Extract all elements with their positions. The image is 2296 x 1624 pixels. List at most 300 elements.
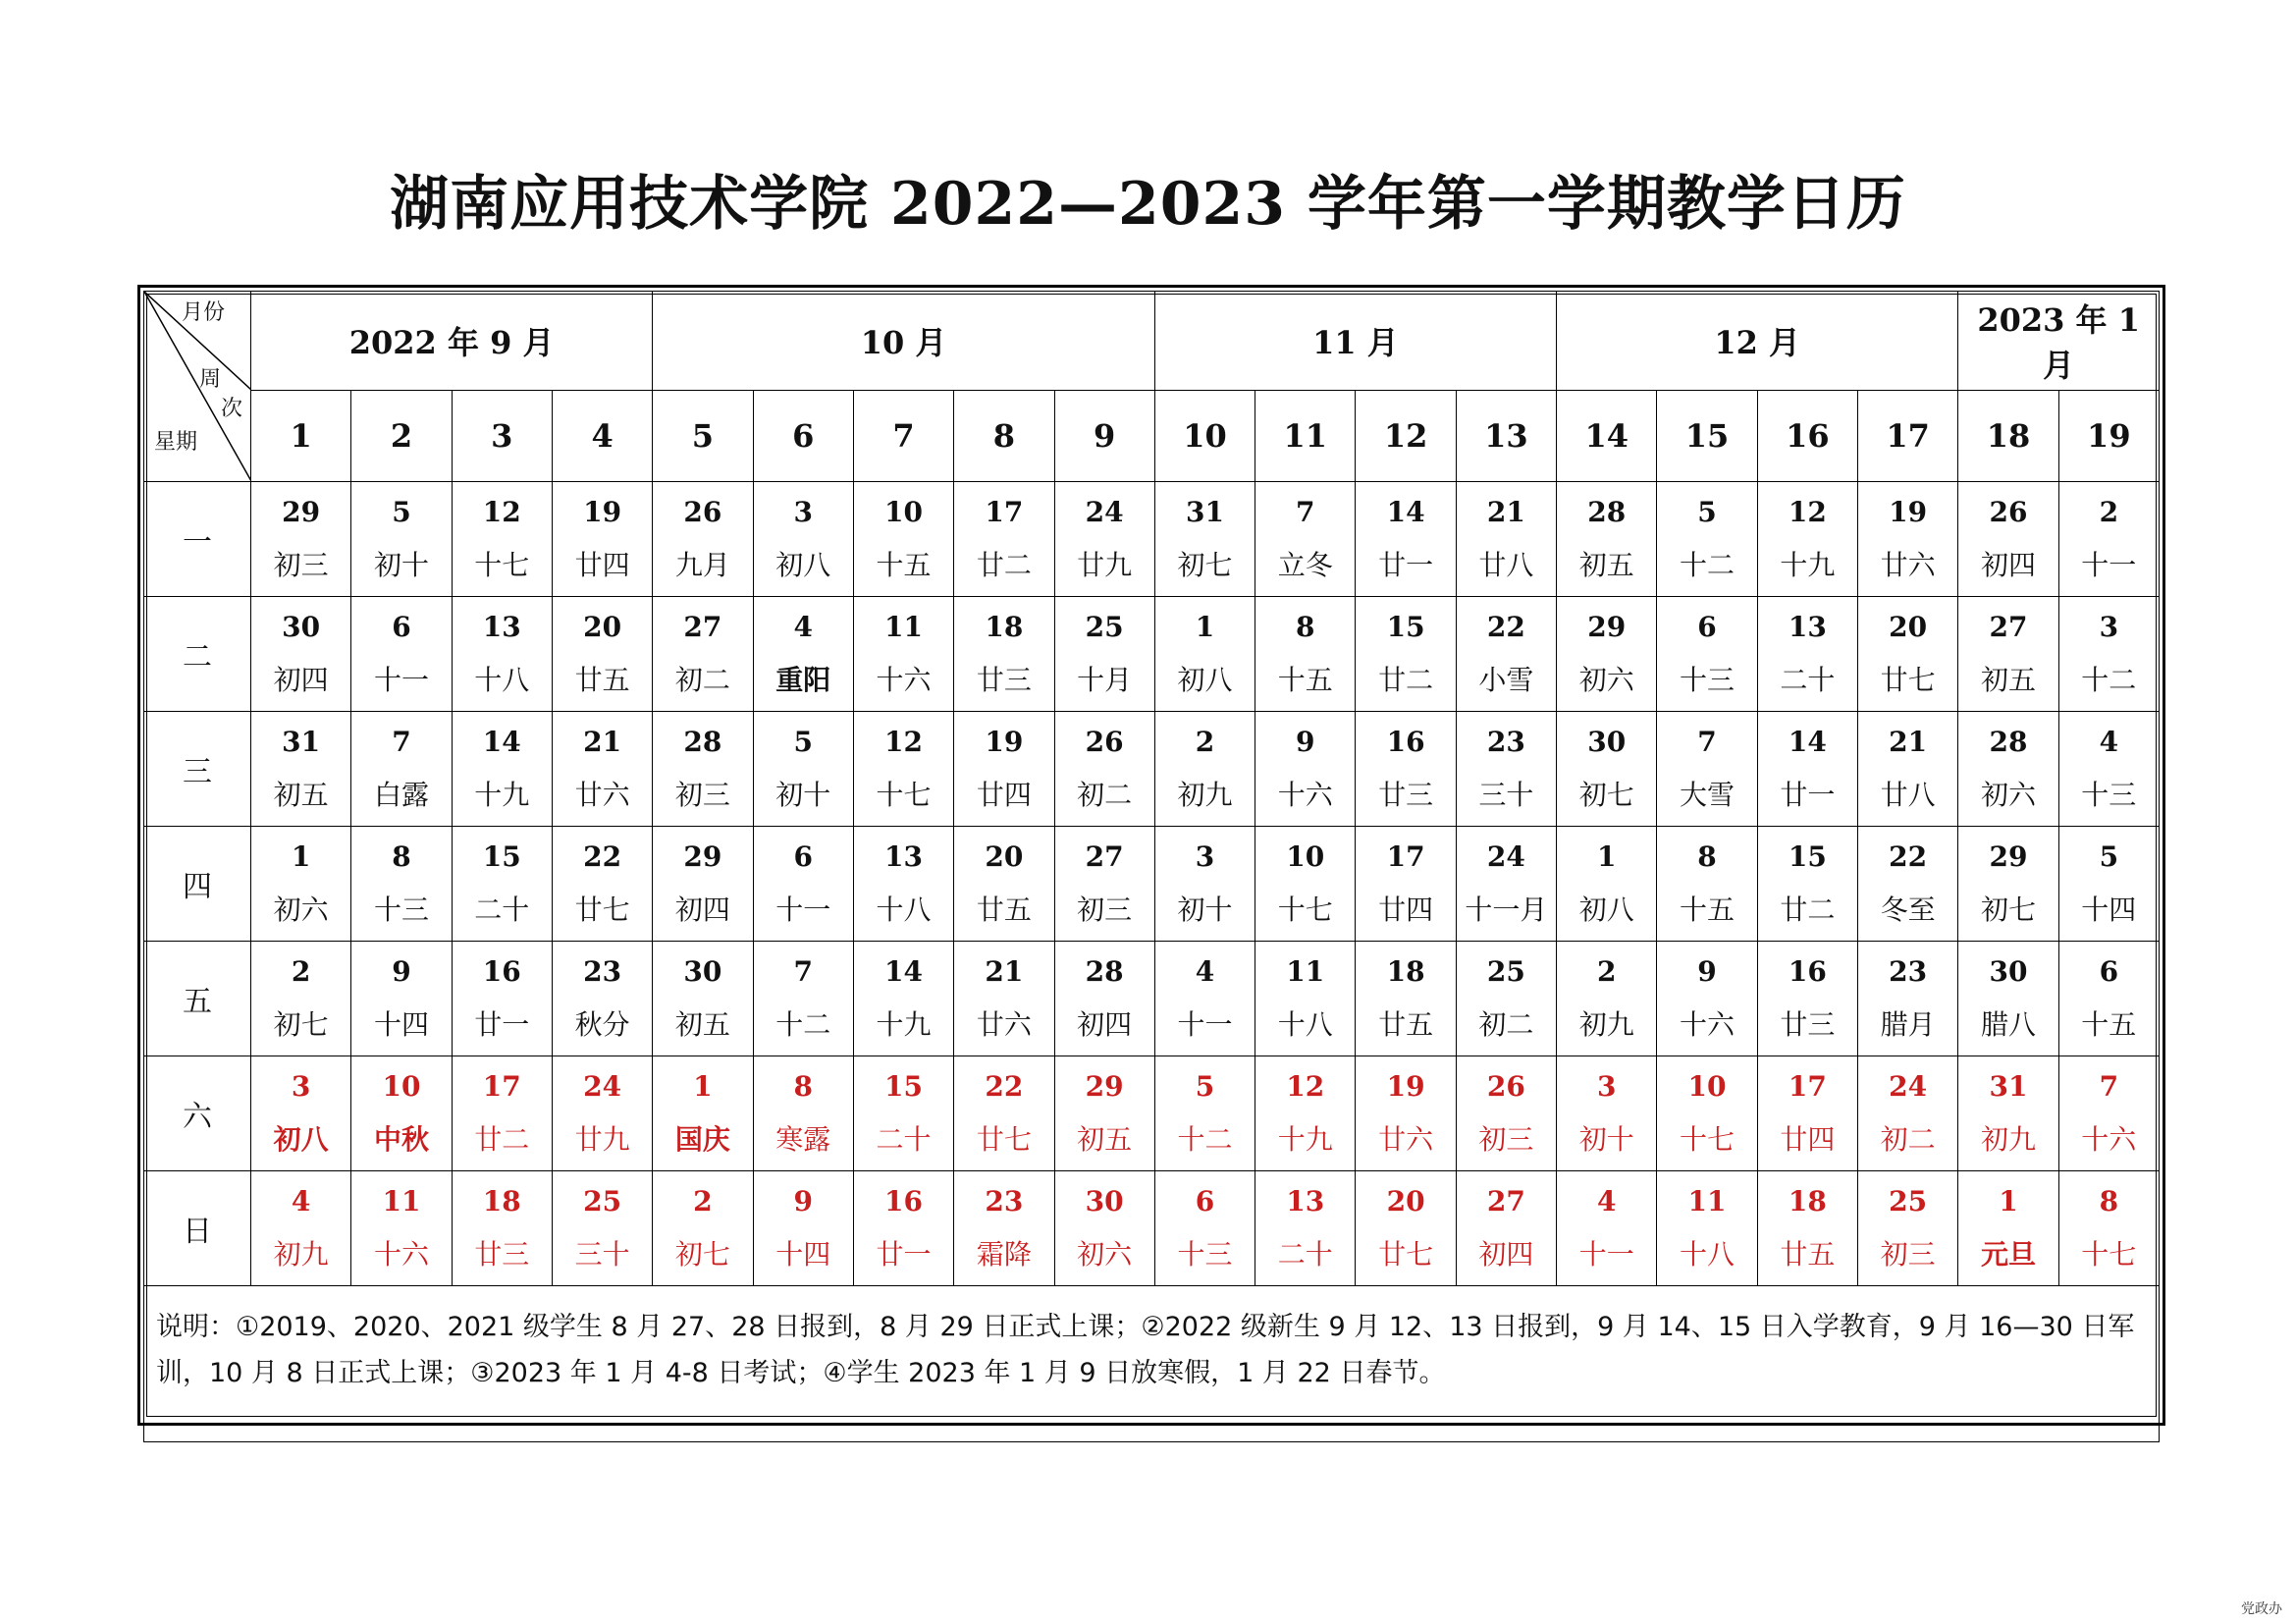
day-number: 11: [884, 611, 924, 643]
lunar-date: 初六: [1077, 1238, 1133, 1271]
lunar-date: 初十: [775, 779, 831, 811]
lunar-date: 初三: [273, 549, 329, 581]
day-cell: [1958, 482, 2058, 597]
day-cell: [1054, 712, 1154, 827]
day-number: 29: [1085, 1070, 1124, 1103]
day-number: 25: [1486, 955, 1525, 988]
day-cell: [853, 482, 953, 597]
day-number: 3: [1596, 1070, 1617, 1103]
day-number: 8: [1296, 611, 1315, 643]
day-number: 7: [1296, 496, 1315, 528]
day-number: 19: [1386, 1070, 1425, 1103]
lunar-date: 十五: [1277, 664, 1333, 696]
day-number: 28: [1085, 955, 1124, 988]
day-number: 24: [1889, 1070, 1928, 1103]
week-number-cell: 11: [1255, 391, 1356, 482]
lunar-date: 初三: [1880, 1238, 1936, 1271]
lunar-date: 十六: [1680, 1008, 1735, 1041]
lunar-date: 初四: [674, 893, 730, 926]
day-number: 20: [985, 840, 1024, 873]
day-cell: [954, 482, 1054, 597]
lunar-date: 重阳: [775, 664, 831, 696]
day-number: 27: [1486, 1185, 1525, 1218]
day-number: 1: [291, 840, 311, 873]
lunar-date: 初五: [273, 779, 329, 811]
day-cell: [853, 942, 953, 1056]
day-number: 2: [2099, 496, 2119, 528]
day-number: 29: [1989, 840, 2028, 873]
day-number: 1: [1596, 840, 1617, 873]
day-cell: [954, 827, 1054, 942]
lunar-date: 廿五: [1780, 1238, 1836, 1271]
weekday-row: [144, 712, 2160, 827]
week-number-cell: 7: [853, 391, 953, 482]
lunar-date: 十二: [2081, 664, 2137, 696]
weekday-label-cell: 五: [144, 942, 251, 1056]
day-number: 17: [482, 1070, 521, 1103]
day-number: 20: [1889, 611, 1928, 643]
day-number: 13: [1788, 611, 1827, 643]
footer-mark: 党政办: [2241, 1601, 2282, 1617]
day-cell: [1858, 1171, 1958, 1286]
day-number: 16: [1386, 726, 1425, 758]
day-number: 9: [1296, 726, 1315, 758]
note-row: [144, 1286, 2160, 1442]
lunar-date: 十七: [876, 779, 932, 811]
lunar-date: 初四: [1980, 549, 2036, 581]
day-number: 10: [1687, 1070, 1727, 1103]
weekday-label-cell: 一: [144, 482, 251, 597]
day-cell: [251, 712, 351, 827]
day-number: 4: [1596, 1185, 1617, 1218]
day-cell: [853, 827, 953, 942]
day-cell: [954, 1056, 1054, 1171]
corner-week-label-b: 次: [221, 397, 243, 421]
day-number: 8: [1697, 840, 1717, 873]
lunar-date: 初四: [1077, 1008, 1133, 1041]
day-cell: [1154, 827, 1255, 942]
month-header-cell: 10 月: [653, 292, 1155, 391]
lunar-date: 廿六: [976, 1008, 1032, 1041]
day-cell: [2058, 597, 2159, 712]
lunar-date: 十九: [1780, 549, 1836, 581]
day-number: 13: [1286, 1185, 1325, 1218]
month-header-row: [144, 292, 2160, 391]
day-cell: [853, 1056, 953, 1171]
day-number: 30: [282, 611, 321, 643]
day-cell: [1557, 482, 1657, 597]
day-cell: [1757, 942, 1857, 1056]
day-number: 9: [1697, 955, 1717, 988]
day-cell: [1958, 1171, 2058, 1286]
day-number: 2: [291, 955, 311, 988]
lunar-date: 廿一: [474, 1008, 530, 1041]
lunar-date: 十六: [2081, 1123, 2137, 1156]
day-cell: [1054, 827, 1154, 942]
lunar-date: 十六: [876, 664, 932, 696]
day-number: 18: [1386, 955, 1425, 988]
day-number: 6: [1697, 611, 1717, 643]
day-cell: [1456, 597, 1556, 712]
lunar-date: 廿一: [876, 1238, 932, 1271]
day-cell: [452, 1056, 552, 1171]
day-cell: [1657, 597, 1757, 712]
weekday-label-cell: 六: [144, 1056, 251, 1171]
day-cell: [1054, 597, 1154, 712]
day-cell: [1958, 597, 2058, 712]
lunar-date: 十八: [876, 893, 932, 926]
day-cell: [954, 942, 1054, 1056]
day-cell: [853, 597, 953, 712]
weekday-label-cell: 日: [144, 1171, 251, 1286]
day-number: 20: [583, 611, 622, 643]
day-cell: [853, 712, 953, 827]
month-header-cell: 11 月: [1154, 292, 1556, 391]
day-cell: [653, 1056, 753, 1171]
day-cell: [1456, 712, 1556, 827]
day-number: 3: [1195, 840, 1215, 873]
lunar-date: 廿四: [1780, 1123, 1836, 1156]
lunar-date: 初三: [1077, 893, 1133, 926]
day-cell: [452, 482, 552, 597]
day-number: 25: [1085, 611, 1124, 643]
lunar-date: 初六: [1578, 664, 1634, 696]
day-number: 29: [1587, 611, 1627, 643]
week-number-cell: 17: [1858, 391, 1958, 482]
day-number: 23: [985, 1185, 1024, 1218]
day-cell: [351, 1171, 452, 1286]
lunar-date: 腊八: [1980, 1008, 2036, 1041]
day-cell: [1858, 597, 1958, 712]
lunar-date: 初八: [273, 1123, 329, 1156]
day-cell: [1757, 597, 1857, 712]
day-number: 10: [884, 496, 924, 528]
day-cell: [1054, 1056, 1154, 1171]
month-header-cell: 2023 年 1 月: [1958, 292, 2160, 391]
lunar-date: 初五: [1077, 1123, 1133, 1156]
day-cell: [1757, 712, 1857, 827]
lunar-date: 廿四: [574, 549, 630, 581]
day-cell: [2058, 827, 2159, 942]
day-number: 18: [985, 611, 1024, 643]
lunar-date: 腊月: [1880, 1008, 1936, 1041]
day-number: 30: [1587, 726, 1627, 758]
lunar-date: 十二: [1177, 1123, 1233, 1156]
day-number: 28: [1587, 496, 1627, 528]
day-number: 17: [985, 496, 1024, 528]
day-cell: [1757, 482, 1857, 597]
day-number: 23: [1486, 726, 1525, 758]
day-cell: [753, 712, 853, 827]
lunar-date: 十二: [1680, 549, 1735, 581]
day-cell: [2058, 712, 2159, 827]
day-number: 23: [1889, 955, 1928, 988]
day-number: 5: [793, 726, 813, 758]
day-cell: [1154, 597, 1255, 712]
day-number: 3: [291, 1070, 311, 1103]
day-cell: [1356, 597, 1456, 712]
week-number-cell: 19: [2058, 391, 2159, 482]
day-cell: [1657, 942, 1757, 1056]
lunar-date: 廿四: [976, 779, 1032, 811]
lunar-date: 十四: [2081, 893, 2137, 926]
day-number: 27: [1085, 840, 1124, 873]
lunar-date: 初九: [1980, 1123, 2036, 1156]
day-number: 24: [583, 1070, 622, 1103]
lunar-date: 立冬: [1277, 549, 1333, 581]
day-cell: [552, 827, 652, 942]
day-number: 9: [392, 955, 411, 988]
day-cell: [1154, 942, 1255, 1056]
day-cell: [1657, 482, 1757, 597]
day-cell: [653, 482, 753, 597]
day-cell: [1255, 597, 1356, 712]
lunar-date: 二十: [1780, 664, 1836, 696]
lunar-date: 中秋: [373, 1123, 429, 1156]
day-number: 26: [1085, 726, 1124, 758]
day-cell: [1858, 712, 1958, 827]
day-number: 20: [1386, 1185, 1425, 1218]
day-cell: [1557, 942, 1657, 1056]
day-cell: [251, 827, 351, 942]
lunar-date: 廿六: [1378, 1123, 1434, 1156]
day-number: 10: [1286, 840, 1325, 873]
day-cell: [1356, 482, 1456, 597]
lunar-date: 初五: [674, 1008, 730, 1041]
day-number: 5: [2099, 840, 2119, 873]
lunar-date: 寒露: [775, 1123, 831, 1156]
day-number: 7: [2099, 1070, 2119, 1103]
day-cell: [552, 1056, 652, 1171]
day-cell: [1757, 1056, 1857, 1171]
day-number: 27: [683, 611, 722, 643]
day-number: 1: [1999, 1185, 2018, 1218]
lunar-date: 十三: [373, 893, 429, 926]
day-cell: [2058, 1056, 2159, 1171]
day-number: 15: [884, 1070, 924, 1103]
day-number: 12: [482, 496, 521, 528]
day-cell: [753, 482, 853, 597]
day-cell: [1255, 712, 1356, 827]
day-cell: [753, 1171, 853, 1286]
week-number-cell: 8: [954, 391, 1054, 482]
day-cell: [1255, 1056, 1356, 1171]
lunar-date: 初八: [1177, 664, 1233, 696]
day-cell: [251, 482, 351, 597]
weekday-row: [144, 942, 2160, 1056]
day-cell: [1858, 827, 1958, 942]
day-cell: [653, 712, 753, 827]
day-cell: [1657, 1171, 1757, 1286]
day-cell: [653, 1171, 753, 1286]
day-cell: [1456, 827, 1556, 942]
day-cell: [1958, 712, 2058, 827]
day-cell: [753, 597, 853, 712]
day-number: 26: [1989, 496, 2028, 528]
teaching-calendar-table: [143, 291, 2160, 1442]
lunar-date: 初五: [1578, 549, 1634, 581]
lunar-date: 廿五: [976, 893, 1032, 926]
weekday-row: [144, 1056, 2160, 1171]
lunar-date: 十八: [1277, 1008, 1333, 1041]
day-number: 24: [1085, 496, 1124, 528]
lunar-date: 廿二: [1780, 893, 1836, 926]
day-cell: [954, 712, 1054, 827]
lunar-date: 十一: [775, 893, 831, 926]
day-cell: [1255, 827, 1356, 942]
day-number: 6: [1195, 1185, 1215, 1218]
lunar-date: 十三: [1177, 1238, 1233, 1271]
lunar-date: 十七: [2081, 1238, 2137, 1271]
notes-cell: 说明：①2019、2020、2021 级学生 8 月 27、28 日报到，8 月 29 日正式上课；②2022 级新生 9 月 12、13 日报到，9 月 14、15 日入学教育，9 月 16—30 日军训，10 月 8 日正式上课；③2023 年 1 月 4-8 日考试；④学生 2023 年 1 月 9 日放寒假，1 月 22 日春节。: [144, 1286, 2160, 1442]
day-cell: [1054, 1171, 1154, 1286]
lunar-date: 二十: [876, 1123, 932, 1156]
day-number: 12: [1286, 1070, 1325, 1103]
lunar-date: 元旦: [1980, 1238, 2036, 1271]
day-number: 19: [985, 726, 1024, 758]
day-cell: [653, 827, 753, 942]
lunar-date: 二十: [474, 893, 530, 926]
day-number: 2: [1195, 726, 1215, 758]
day-number: 16: [482, 955, 521, 988]
day-cell: [1657, 712, 1757, 827]
day-number: 11: [1687, 1185, 1727, 1218]
lunar-date: 初四: [1478, 1238, 1534, 1271]
day-cell: [452, 1171, 552, 1286]
day-number: 1: [1195, 611, 1215, 643]
day-number: 5: [1195, 1070, 1215, 1103]
weekday-label-cell: 二: [144, 597, 251, 712]
lunar-date: 十五: [1680, 893, 1735, 926]
day-number: 25: [1889, 1185, 1928, 1218]
day-number: 14: [1386, 496, 1425, 528]
month-header-cell: 12 月: [1557, 292, 1958, 391]
lunar-date: 初十: [1578, 1123, 1634, 1156]
corner-month-label: 月份: [182, 300, 226, 325]
day-cell: [1858, 482, 1958, 597]
corner-header-cell: [144, 292, 251, 482]
day-number: 30: [1085, 1185, 1124, 1218]
day-number: 21: [985, 955, 1024, 988]
day-number: 12: [1788, 496, 1827, 528]
day-cell: [954, 597, 1054, 712]
day-number: 5: [392, 496, 411, 528]
day-cell: [1858, 942, 1958, 1056]
day-number: 26: [683, 496, 722, 528]
day-cell: [1255, 942, 1356, 1056]
lunar-date: 初二: [1478, 1008, 1534, 1041]
day-cell: [1054, 482, 1154, 597]
week-number-cell: 18: [1958, 391, 2058, 482]
day-cell: [1757, 1171, 1857, 1286]
day-cell: [1154, 482, 1255, 597]
day-number: 21: [583, 726, 622, 758]
day-cell: [351, 597, 452, 712]
day-cell: [1154, 712, 1255, 827]
lunar-date: 廿二: [1378, 664, 1434, 696]
day-number: 29: [282, 496, 321, 528]
day-number: 10: [382, 1070, 421, 1103]
lunar-date: 廿二: [474, 1123, 530, 1156]
lunar-date: 十三: [1680, 664, 1735, 696]
lunar-date: 十八: [1680, 1238, 1735, 1271]
day-cell: [1356, 827, 1456, 942]
lunar-date: 初九: [1578, 1008, 1634, 1041]
lunar-date: 霜降: [976, 1238, 1032, 1271]
day-number: 21: [1486, 496, 1525, 528]
week-number-cell: 1: [251, 391, 351, 482]
day-cell: [351, 827, 452, 942]
lunar-date: 十一: [1177, 1008, 1233, 1041]
day-cell: [1154, 1171, 1255, 1286]
day-number: 8: [2099, 1185, 2119, 1218]
lunar-date: 十一: [2081, 549, 2137, 581]
week-number-row: [144, 391, 2160, 482]
lunar-date: 十九: [474, 779, 530, 811]
day-cell: [251, 1171, 351, 1286]
day-number: 15: [1788, 840, 1827, 873]
day-cell: [2058, 482, 2159, 597]
day-cell: [552, 482, 652, 597]
day-number: 31: [1185, 496, 1224, 528]
day-cell: [1958, 1056, 2058, 1171]
lunar-date: 十月: [1077, 664, 1133, 696]
lunar-date: 廿七: [574, 893, 630, 926]
lunar-date: 初六: [273, 893, 329, 926]
day-number: 7: [1697, 726, 1717, 758]
week-number-cell: 4: [552, 391, 652, 482]
week-number-cell: 3: [452, 391, 552, 482]
day-number: 19: [1889, 496, 1928, 528]
lunar-date: 十五: [876, 549, 932, 581]
day-number: 22: [1889, 840, 1928, 873]
day-cell: [552, 712, 652, 827]
day-number: 15: [482, 840, 521, 873]
day-number: 28: [683, 726, 722, 758]
day-cell: [1757, 827, 1857, 942]
day-number: 31: [1989, 1070, 2028, 1103]
lunar-date: 秋分: [574, 1008, 630, 1041]
lunar-date: 三十: [574, 1238, 630, 1271]
day-number: 25: [583, 1185, 622, 1218]
lunar-date: 十七: [474, 549, 530, 581]
day-cell: [653, 942, 753, 1056]
lunar-date: 国庆: [674, 1123, 730, 1156]
day-number: 3: [2099, 611, 2119, 643]
day-number: 6: [392, 611, 411, 643]
day-number: 8: [392, 840, 411, 873]
day-cell: [1456, 1171, 1556, 1286]
lunar-date: 初七: [674, 1238, 730, 1271]
lunar-date: 初八: [1578, 893, 1634, 926]
day-cell: [1456, 942, 1556, 1056]
lunar-date: 廿一: [1378, 549, 1434, 581]
day-cell: [1456, 482, 1556, 597]
day-number: 17: [1788, 1070, 1827, 1103]
lunar-date: 十九: [876, 1008, 932, 1041]
day-number: 22: [1486, 611, 1525, 643]
week-number-cell: 2: [351, 391, 452, 482]
lunar-date: 廿四: [1378, 893, 1434, 926]
day-cell: [1557, 1056, 1657, 1171]
week-number-cell: 9: [1054, 391, 1154, 482]
lunar-date: 冬至: [1880, 893, 1936, 926]
lunar-date: 初三: [674, 779, 730, 811]
lunar-date: 初二: [1077, 779, 1133, 811]
lunar-date: 九月: [674, 549, 730, 581]
day-cell: [1356, 1056, 1456, 1171]
day-number: 31: [282, 726, 321, 758]
